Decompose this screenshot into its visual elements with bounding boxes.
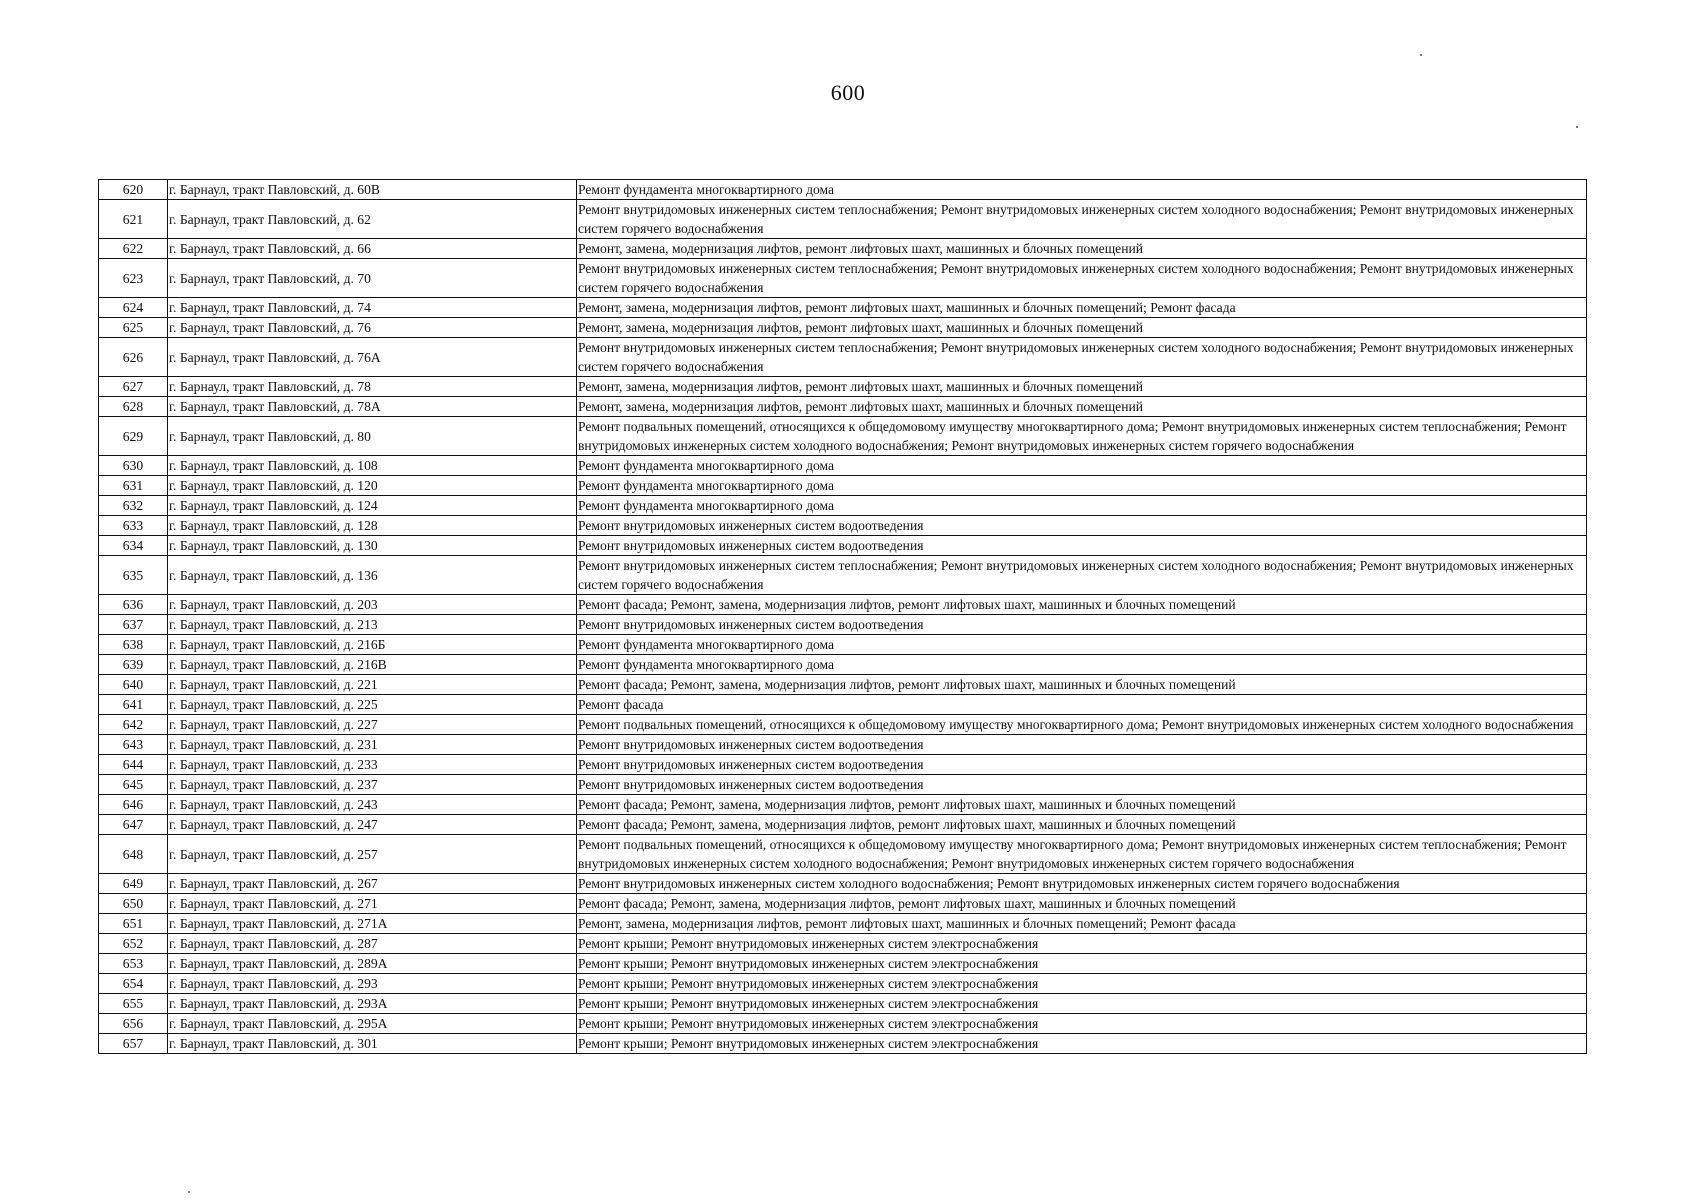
- row-address: г. Барнаул, тракт Павловский, д. 78А: [168, 397, 577, 417]
- row-work-type: Ремонт внутридомовых инженерных систем холодного водоснабжения; Ремонт внутридомовых инженерных систем горячего водоснабжения: [577, 874, 1587, 894]
- row-address: г. Барнаул, тракт Павловский, д. 124: [168, 496, 577, 516]
- row-number: 625: [99, 318, 168, 338]
- table-row: [99, 456, 1587, 476]
- row-work-type: Ремонт фундамента многоквартирного дома: [577, 655, 1587, 675]
- row-number: 637: [99, 615, 168, 635]
- row-number: 628: [99, 397, 168, 417]
- row-work-type: Ремонт, замена, модернизация лифтов, ремонт лифтовых шахт, машинных и блочных помещений: [577, 239, 1587, 259]
- row-address: г. Барнаул, тракт Павловский, д. 120: [168, 476, 577, 496]
- row-work-type: Ремонт внутридомовых инженерных систем теплоснабжения; Ремонт внутридомовых инженерных систем холодного водоснабжения; Ремонт внутридомовых инженерных систем горячего водоснабжения: [577, 259, 1587, 298]
- row-number: 654: [99, 974, 168, 994]
- row-work-type: Ремонт фундамента многоквартирного дома: [577, 476, 1587, 496]
- table-row: [99, 1034, 1587, 1054]
- row-number: 630: [99, 456, 168, 476]
- row-address: г. Барнаул, тракт Павловский, д. 293А: [168, 994, 577, 1014]
- row-number: 634: [99, 536, 168, 556]
- table-row: [99, 735, 1587, 755]
- row-number: 632: [99, 496, 168, 516]
- row-address: г. Барнаул, тракт Павловский, д. 257: [168, 835, 577, 874]
- row-address: г. Барнаул, тракт Павловский, д. 231: [168, 735, 577, 755]
- table-row: [99, 954, 1587, 974]
- row-work-type: Ремонт, замена, модернизация лифтов, ремонт лифтовых шахт, машинных и блочных помещений: [577, 377, 1587, 397]
- row-address: г. Барнаул, тракт Павловский, д. 271А: [168, 914, 577, 934]
- row-work-type: Ремонт подвальных помещений, относящихся к общедомовому имуществу многоквартирного дома; Ремонт внутридомовых инженерных систем теплоснабжения; Ремонт внутридомовых инженерных систем холодного водоснабжения; Ремонт внутридомовых инженерных систем горячего водоснабжения: [577, 835, 1587, 874]
- table-body: [99, 180, 1587, 1054]
- row-number: 656: [99, 1014, 168, 1034]
- row-work-type: Ремонт внутридомовых инженерных систем теплоснабжения; Ремонт внутридомовых инженерных систем холодного водоснабжения; Ремонт внутридомовых инженерных систем горячего водоснабжения: [577, 556, 1587, 595]
- table-row: [99, 914, 1587, 934]
- row-number: 643: [99, 735, 168, 755]
- row-address: г. Барнаул, тракт Павловский, д. 136: [168, 556, 577, 595]
- scan-speck: [1576, 126, 1578, 128]
- row-work-type: Ремонт внутридомовых инженерных систем теплоснабжения; Ремонт внутридомовых инженерных систем холодного водоснабжения; Ремонт внутридомовых инженерных систем горячего водоснабжения: [577, 200, 1587, 239]
- row-work-type: Ремонт внутридомовых инженерных систем водоотведения: [577, 735, 1587, 755]
- row-address: г. Барнаул, тракт Павловский, д. 295А: [168, 1014, 577, 1034]
- scan-speck: [188, 1191, 190, 1193]
- table-row: [99, 417, 1587, 456]
- scan-speck: [1420, 54, 1422, 56]
- table-row: [99, 994, 1587, 1014]
- row-work-type: Ремонт фундамента многоквартирного дома: [577, 180, 1587, 200]
- row-number: 633: [99, 516, 168, 536]
- row-number: 620: [99, 180, 168, 200]
- row-address: г. Барнаул, тракт Павловский, д. 203: [168, 595, 577, 615]
- row-number: 652: [99, 934, 168, 954]
- table-row: [99, 536, 1587, 556]
- row-address: г. Барнаул, тракт Павловский, д. 78: [168, 377, 577, 397]
- table-row: [99, 795, 1587, 815]
- row-address: г. Барнаул, тракт Павловский, д. 301: [168, 1034, 577, 1054]
- table-row: [99, 259, 1587, 298]
- row-work-type: Ремонт, замена, модернизация лифтов, ремонт лифтовых шахт, машинных и блочных помещений; Ремонт фасада: [577, 298, 1587, 318]
- row-work-type: Ремонт фундамента многоквартирного дома: [577, 496, 1587, 516]
- row-work-type: Ремонт внутридомовых инженерных систем водоотведения: [577, 755, 1587, 775]
- table-row: [99, 476, 1587, 496]
- table-row: [99, 556, 1587, 595]
- row-work-type: Ремонт внутридомовых инженерных систем теплоснабжения; Ремонт внутридомовых инженерных систем холодного водоснабжения; Ремонт внутридомовых инженерных систем горячего водоснабжения: [577, 338, 1587, 377]
- row-address: г. Барнаул, тракт Павловский, д. 225: [168, 695, 577, 715]
- row-work-type: Ремонт внутридомовых инженерных систем водоотведения: [577, 615, 1587, 635]
- table-row: [99, 755, 1587, 775]
- row-work-type: Ремонт подвальных помещений, относящихся к общедомовому имуществу многоквартирного дома; Ремонт внутридомовых инженерных систем холодного водоснабжения: [577, 715, 1587, 735]
- row-address: г. Барнаул, тракт Павловский, д. 76: [168, 318, 577, 338]
- table-row: [99, 595, 1587, 615]
- row-work-type: Ремонт внутридомовых инженерных систем водоотведения: [577, 536, 1587, 556]
- row-address: г. Барнаул, тракт Павловский, д. 271: [168, 894, 577, 914]
- row-address: г. Барнаул, тракт Павловский, д. 216В: [168, 655, 577, 675]
- table-row: [99, 835, 1587, 874]
- row-number: 641: [99, 695, 168, 715]
- table-row: [99, 715, 1587, 735]
- row-number: 629: [99, 417, 168, 456]
- row-work-type: Ремонт фундамента многоквартирного дома: [577, 635, 1587, 655]
- row-address: г. Барнаул, тракт Павловский, д. 287: [168, 934, 577, 954]
- row-address: г. Барнаул, тракт Павловский, д. 213: [168, 615, 577, 635]
- repair-registry-table: [98, 179, 1587, 1054]
- page-number: 600: [830, 80, 866, 105]
- table-row: [99, 775, 1587, 795]
- row-number: 639: [99, 655, 168, 675]
- row-address: г. Барнаул, тракт Павловский, д. 60В: [168, 180, 577, 200]
- row-address: г. Барнаул, тракт Павловский, д. 293: [168, 974, 577, 994]
- row-number: 648: [99, 835, 168, 874]
- row-work-type: Ремонт фасада; Ремонт, замена, модернизация лифтов, ремонт лифтовых шахт, машинных и блочных помещений: [577, 894, 1587, 914]
- row-number: 622: [99, 239, 168, 259]
- row-work-type: Ремонт фасада: [577, 695, 1587, 715]
- row-number: 655: [99, 994, 168, 1014]
- row-number: 651: [99, 914, 168, 934]
- row-address: г. Барнаул, тракт Павловский, д. 267: [168, 874, 577, 894]
- row-address: г. Барнаул, тракт Павловский, д. 128: [168, 516, 577, 536]
- row-work-type: Ремонт крыши; Ремонт внутридомовых инженерных систем электроснабжения: [577, 1014, 1587, 1034]
- row-address: г. Барнаул, тракт Павловский, д. 227: [168, 715, 577, 735]
- row-number: 650: [99, 894, 168, 914]
- row-work-type: Ремонт крыши; Ремонт внутридомовых инженерных систем электроснабжения: [577, 994, 1587, 1014]
- row-work-type: Ремонт фасада; Ремонт, замена, модернизация лифтов, ремонт лифтовых шахт, машинных и блочных помещений: [577, 795, 1587, 815]
- table-row: [99, 635, 1587, 655]
- row-work-type: Ремонт, замена, модернизация лифтов, ремонт лифтовых шахт, машинных и блочных помещений: [577, 318, 1587, 338]
- table-row: [99, 655, 1587, 675]
- row-address: г. Барнаул, тракт Павловский, д. 247: [168, 815, 577, 835]
- row-number: 646: [99, 795, 168, 815]
- row-address: г. Барнаул, тракт Павловский, д. 108: [168, 456, 577, 476]
- row-number: 644: [99, 755, 168, 775]
- row-number: 657: [99, 1034, 168, 1054]
- row-work-type: Ремонт, замена, модернизация лифтов, ремонт лифтовых шахт, машинных и блочных помещений: [577, 397, 1587, 417]
- table-row: [99, 874, 1587, 894]
- row-work-type: Ремонт крыши; Ремонт внутридомовых инженерных систем электроснабжения: [577, 1034, 1587, 1054]
- row-number: 635: [99, 556, 168, 595]
- row-address: г. Барнаул, тракт Павловский, д. 237: [168, 775, 577, 795]
- row-number: 624: [99, 298, 168, 318]
- row-work-type: Ремонт крыши; Ремонт внутридомовых инженерных систем электроснабжения: [577, 934, 1587, 954]
- row-number: 623: [99, 259, 168, 298]
- row-address: г. Барнаул, тракт Павловский, д. 289А: [168, 954, 577, 974]
- row-work-type: Ремонт фундамента многоквартирного дома: [577, 456, 1587, 476]
- table-row: [99, 338, 1587, 377]
- table-row: [99, 496, 1587, 516]
- row-number: 647: [99, 815, 168, 835]
- row-address: г. Барнаул, тракт Павловский, д. 130: [168, 536, 577, 556]
- row-work-type: Ремонт подвальных помещений, относящихся к общедомовому имуществу многоквартирного дома; Ремонт внутридомовых инженерных систем теплоснабжения; Ремонт внутридомовых инженерных систем холодного водоснабжения; Ремонт внутридомовых инженерных систем горячего водоснабжения: [577, 417, 1587, 456]
- table-row: [99, 298, 1587, 318]
- row-work-type: Ремонт внутридомовых инженерных систем водоотведения: [577, 516, 1587, 536]
- table-row: [99, 695, 1587, 715]
- row-number: 645: [99, 775, 168, 795]
- row-work-type: Ремонт, замена, модернизация лифтов, ремонт лифтовых шахт, машинных и блочных помещений; Ремонт фасада: [577, 914, 1587, 934]
- row-number: 640: [99, 675, 168, 695]
- row-work-type: Ремонт внутридомовых инженерных систем водоотведения: [577, 775, 1587, 795]
- row-address: г. Барнаул, тракт Павловский, д. 66: [168, 239, 577, 259]
- row-work-type: Ремонт крыши; Ремонт внутридомовых инженерных систем электроснабжения: [577, 974, 1587, 994]
- row-number: 649: [99, 874, 168, 894]
- row-address: г. Барнаул, тракт Павловский, д. 76А: [168, 338, 577, 377]
- row-number: 638: [99, 635, 168, 655]
- row-number: 626: [99, 338, 168, 377]
- row-number: 631: [99, 476, 168, 496]
- row-number: 627: [99, 377, 168, 397]
- table-row: [99, 815, 1587, 835]
- table-row: [99, 934, 1587, 954]
- row-number: 642: [99, 715, 168, 735]
- row-work-type: Ремонт крыши; Ремонт внутридомовых инженерных систем электроснабжения: [577, 954, 1587, 974]
- row-work-type: Ремонт фасада; Ремонт, замена, модернизация лифтов, ремонт лифтовых шахт, машинных и блочных помещений: [577, 815, 1587, 835]
- table-row: [99, 675, 1587, 695]
- row-number: 636: [99, 595, 168, 615]
- row-number: 621: [99, 200, 168, 239]
- row-number: 653: [99, 954, 168, 974]
- table-row: [99, 318, 1587, 338]
- row-work-type: Ремонт фасада; Ремонт, замена, модернизация лифтов, ремонт лифтовых шахт, машинных и блочных помещений: [577, 675, 1587, 695]
- table-row: [99, 974, 1587, 994]
- table-row: [99, 180, 1587, 200]
- row-address: г. Барнаул, тракт Павловский, д. 233: [168, 755, 577, 775]
- table-row: [99, 397, 1587, 417]
- row-address: г. Барнаул, тракт Павловский, д. 70: [168, 259, 577, 298]
- row-address: г. Барнаул, тракт Павловский, д. 80: [168, 417, 577, 456]
- row-address: г. Барнаул, тракт Павловский, д. 74: [168, 298, 577, 318]
- table-row: [99, 377, 1587, 397]
- table-row: [99, 516, 1587, 536]
- table-row: [99, 239, 1587, 259]
- table-row: [99, 894, 1587, 914]
- table-row: [99, 1014, 1587, 1034]
- row-work-type: Ремонт фасада; Ремонт, замена, модернизация лифтов, ремонт лифтовых шахт, машинных и блочных помещений: [577, 595, 1587, 615]
- table-row: [99, 615, 1587, 635]
- table-row: [99, 200, 1587, 239]
- row-address: г. Барнаул, тракт Павловский, д. 221: [168, 675, 577, 695]
- row-address: г. Барнаул, тракт Павловский, д. 216Б: [168, 635, 577, 655]
- row-address: г. Барнаул, тракт Павловский, д. 62: [168, 200, 577, 239]
- row-address: г. Барнаул, тракт Павловский, д. 243: [168, 795, 577, 815]
